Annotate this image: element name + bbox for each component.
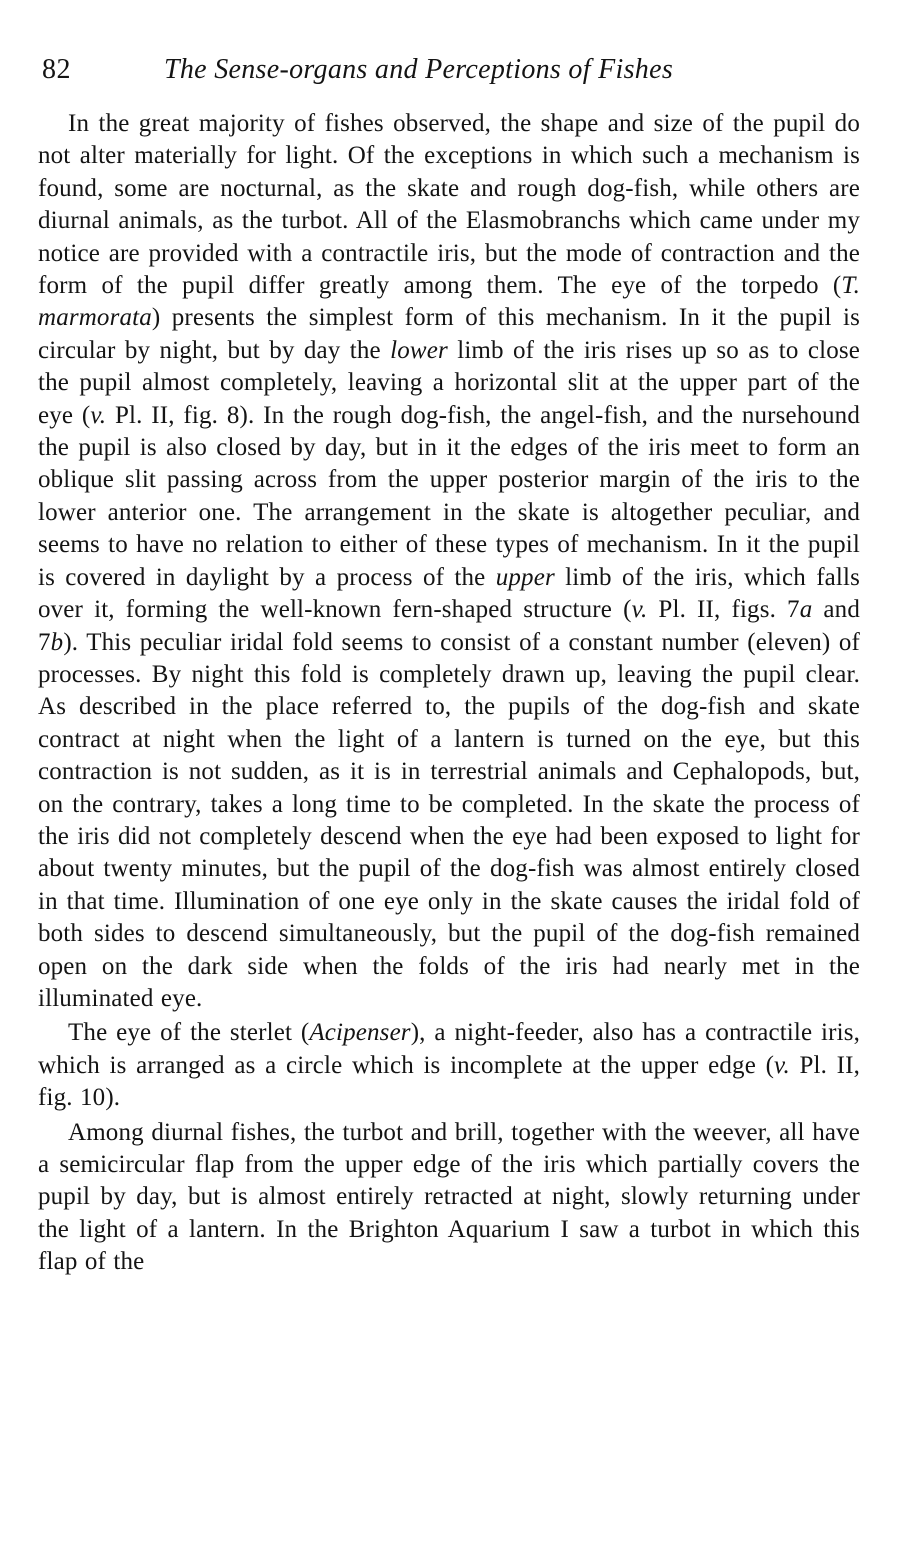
paragraph-sterlet bbox=[38, 1017, 860, 1114]
text-run: and 7 bbox=[38, 596, 860, 656]
italic-text: a bbox=[799, 596, 813, 624]
text-run: The eye of the sterlet ( bbox=[68, 1019, 310, 1047]
text-run: Pl. II, figs. 7 bbox=[647, 596, 800, 624]
paragraph-iris-mechanisms bbox=[38, 108, 860, 1015]
paragraph-diurnal-fishes bbox=[38, 1117, 860, 1279]
text-run: ) presents the simplest form of this mechanism. In it the pupil is circular by night, but by day the bbox=[38, 304, 860, 364]
text-run: In the great majority of fishes observed, the shape and size of the pupil do not alter materially for light. Of the exceptions in which such a mechanism is found, some are nocturnal, as the skate and rough dog-fish, while others are diurnal animals, as the turbot. All of the Elasmobranchs which came under my notice are provided with a contractile iris, but the mode of contraction and the form of the pupil differ greatly among them. The eye of the torpedo ( bbox=[38, 110, 860, 300]
text-run: Pl. II, fig. 8). In the rough dog-fish, the angel-fish, and the nursehound the pupil is also closed by day, but in it the edges of the iris meet to form an oblique slit passing across from the upper posterior margin of the iris to the lower anterior one. The arrangement in the skate is altogether peculiar, and seems to have no relation to either of these types of mechanism. In it the pupil is covered in daylight by a process of the bbox=[38, 401, 860, 591]
running-title: The Sense-organs and Perceptions of Fishes bbox=[164, 54, 674, 85]
italic-text: v. bbox=[774, 1051, 790, 1079]
text-run: limb of the iris rises up so as to close the pupil almost completely, leaving a horizontal slit at the upper part of the eye ( bbox=[38, 336, 860, 429]
text-run: limb of the iris, which falls over it, forming the well-known fern-shaped structure ( bbox=[38, 563, 860, 624]
book-page bbox=[38, 50, 860, 1279]
page-number: 82 bbox=[42, 54, 71, 85]
italic-text: v. bbox=[631, 596, 648, 624]
italic-text: v. bbox=[90, 401, 107, 429]
text-run: Among diurnal fishes, the turbot and brill, together with the weever, all have a semicircular flap from the upper edge of the iris which partially covers the pupil by day, but is almost entirely retracted at night, slowly returning under the light of a lantern. In the Brighton Aquarium I saw a turbot in which this flap of the bbox=[38, 1118, 860, 1276]
italic-text: upper bbox=[495, 563, 555, 591]
text-run: Pl. II, fig. 10). bbox=[38, 1051, 860, 1112]
italic-text: b bbox=[50, 628, 64, 656]
italic-text: lower bbox=[390, 336, 448, 364]
italic-text: Acipenser bbox=[309, 1019, 411, 1047]
text-run: ), a night-feeder, also has a contractile iris, which is arranged as a circle which is incomplete at the upper edge ( bbox=[38, 1019, 861, 1079]
body-text bbox=[38, 108, 860, 1279]
text-run: ). This peculiar iridal fold seems to consist of a constant number (eleven) of processes. By night this fold is completely drawn up, leaving the pupil clear. As described in the place referred to, the pupils of the dog-fish and skate contract at night when the light of a lantern is turned on the eye, but this contraction is not sudden, as it is in terrestrial animals and Cephalopods, but, on the contrary, takes a long time to be completed. In the skate the process of the iris did not completely descend when the eye had been exposed to light for about twenty minutes, but the pupil of the dog-fish was almost entirely closed in that time. Illumination of one eye only in the skate causes the iridal fold of both sides to descend simultaneously, but the pupil of the dog-fish remained open on the dark side when the folds of the iris had nearly met in the illuminated eye. bbox=[38, 628, 860, 1012]
page-header bbox=[38, 50, 860, 96]
italic-text: T. marmorata bbox=[38, 272, 860, 332]
